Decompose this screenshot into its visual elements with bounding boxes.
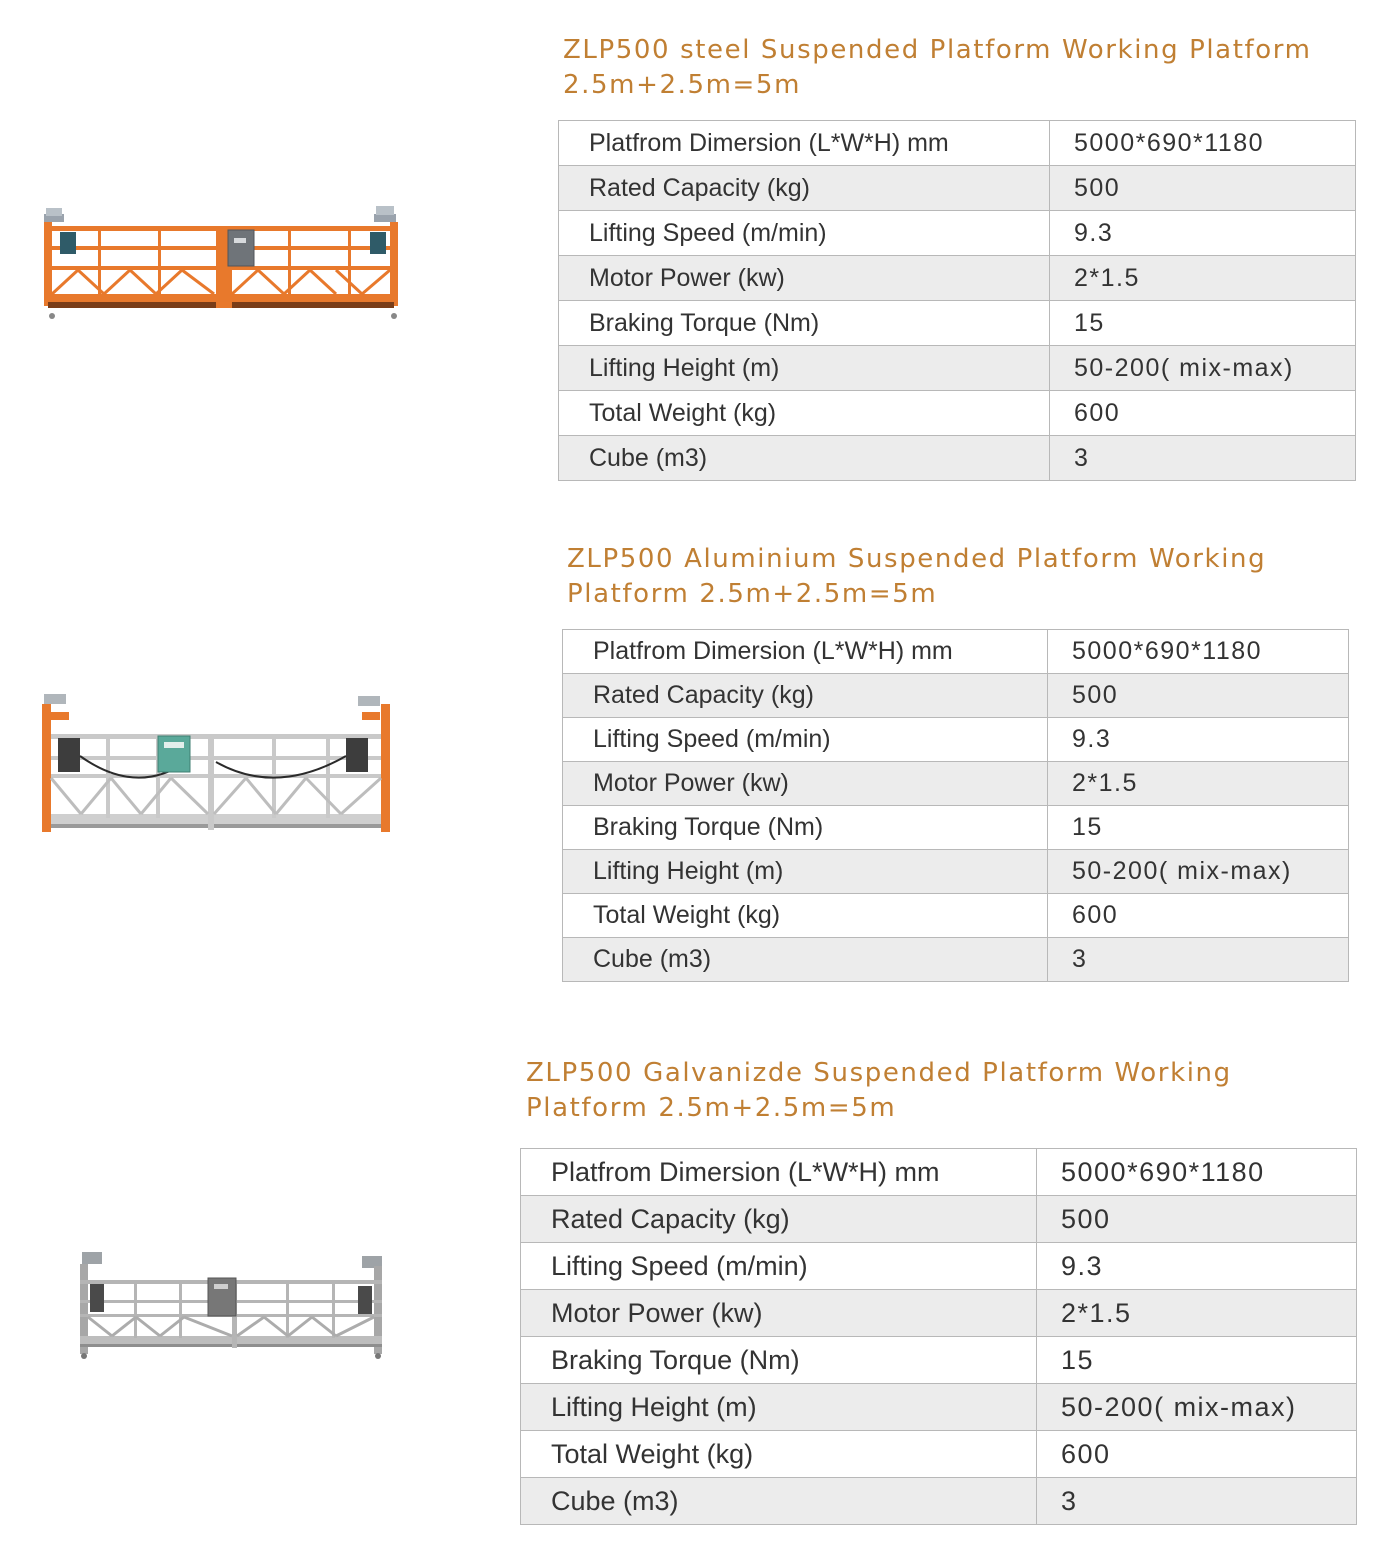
spec-value: 5000*690*1180 xyxy=(1037,1149,1357,1196)
spec-label: Motor Power (kw) xyxy=(521,1290,1037,1337)
spec-label: Total Weight (kg) xyxy=(521,1431,1037,1478)
galvanized-suspended-platform-icon xyxy=(74,1248,414,1366)
spec-row xyxy=(521,1290,1357,1337)
spec-label: Motor Power (kw) xyxy=(559,256,1050,301)
spec-value: 500 xyxy=(1050,166,1356,211)
spec-value: 500 xyxy=(1037,1196,1357,1243)
spec-row xyxy=(521,1431,1357,1478)
spec-label: Total Weight (kg) xyxy=(563,894,1048,938)
spec-value: 50-200( mix-max) xyxy=(1048,850,1349,894)
spec-label: Total Weight (kg) xyxy=(559,391,1050,436)
spec-label: Platfrom Dimersion (L*W*H) mm xyxy=(559,121,1050,166)
spec-row xyxy=(521,1384,1357,1431)
spec-value: 3 xyxy=(1037,1478,1357,1525)
spec-label: Cube (m3) xyxy=(559,436,1050,481)
spec-label: Lifting Height (m) xyxy=(559,346,1050,391)
spec-label: Platfrom Dimersion (L*W*H) mm xyxy=(563,630,1048,674)
product-title-line-1: ZLP500 Galvanizde Suspended Platform Working xyxy=(526,1058,1232,1088)
spec-value: 3 xyxy=(1048,938,1349,982)
spec-row xyxy=(521,1149,1357,1196)
spec-value: 600 xyxy=(1050,391,1356,436)
spec-row xyxy=(521,1243,1357,1290)
spec-value: 50-200( mix-max) xyxy=(1050,346,1356,391)
spec-label: Braking Torque (Nm) xyxy=(521,1337,1037,1384)
product-title xyxy=(526,1056,1232,1126)
spec-row xyxy=(521,1337,1357,1384)
spec-value: 9.3 xyxy=(1048,718,1349,762)
spec-table xyxy=(520,1148,1357,1525)
spec-label: Braking Torque (Nm) xyxy=(559,301,1050,346)
spec-value: 500 xyxy=(1048,674,1349,718)
spec-label: Lifting Height (m) xyxy=(521,1384,1037,1431)
spec-value: 2*1.5 xyxy=(1050,256,1356,301)
product-title-line-2: Platform 2.5m+2.5m=5m xyxy=(567,579,938,609)
spec-row xyxy=(521,1196,1357,1243)
spec-label: Braking Torque (Nm) xyxy=(563,806,1048,850)
spec-value: 3 xyxy=(1050,436,1356,481)
spec-label: Lifting Speed (m/min) xyxy=(563,718,1048,762)
product-title-line-1: ZLP500 Aluminium Suspended Platform Working xyxy=(567,544,1267,574)
spec-value: 9.3 xyxy=(1050,211,1356,256)
spec-value: 9.3 xyxy=(1037,1243,1357,1290)
product-title-line-2: Platform 2.5m+2.5m=5m xyxy=(526,1093,897,1123)
spec-row xyxy=(521,1478,1357,1525)
spec-value: 50-200( mix-max) xyxy=(1037,1384,1357,1431)
spec-value: 5000*690*1180 xyxy=(1048,630,1349,674)
product-title-line-1: ZLP500 steel Suspended Platform Working Platform xyxy=(563,35,1312,65)
spec-value: 15 xyxy=(1048,806,1349,850)
spec-value: 15 xyxy=(1050,301,1356,346)
spec-label: Lifting Speed (m/min) xyxy=(559,211,1050,256)
spec-value: 15 xyxy=(1037,1337,1357,1384)
spec-value: 5000*690*1180 xyxy=(1050,121,1356,166)
product-title-line-2: 2.5m+2.5m=5m xyxy=(563,70,801,100)
spec-label: Rated Capacity (kg) xyxy=(563,674,1048,718)
spec-label: Platfrom Dimersion (L*W*H) mm xyxy=(521,1149,1037,1196)
spec-label: Cube (m3) xyxy=(563,938,1048,982)
spec-label: Lifting Height (m) xyxy=(563,850,1048,894)
spec-value: 2*1.5 xyxy=(1048,762,1349,806)
spec-label: Motor Power (kw) xyxy=(563,762,1048,806)
spec-value: 2*1.5 xyxy=(1037,1290,1357,1337)
spec-label: Rated Capacity (kg) xyxy=(559,166,1050,211)
spec-value: 600 xyxy=(1037,1431,1357,1478)
spec-label: Cube (m3) xyxy=(521,1478,1037,1525)
spec-label: Rated Capacity (kg) xyxy=(521,1196,1037,1243)
spec-value: 600 xyxy=(1048,894,1349,938)
spec-label: Lifting Speed (m/min) xyxy=(521,1243,1037,1290)
